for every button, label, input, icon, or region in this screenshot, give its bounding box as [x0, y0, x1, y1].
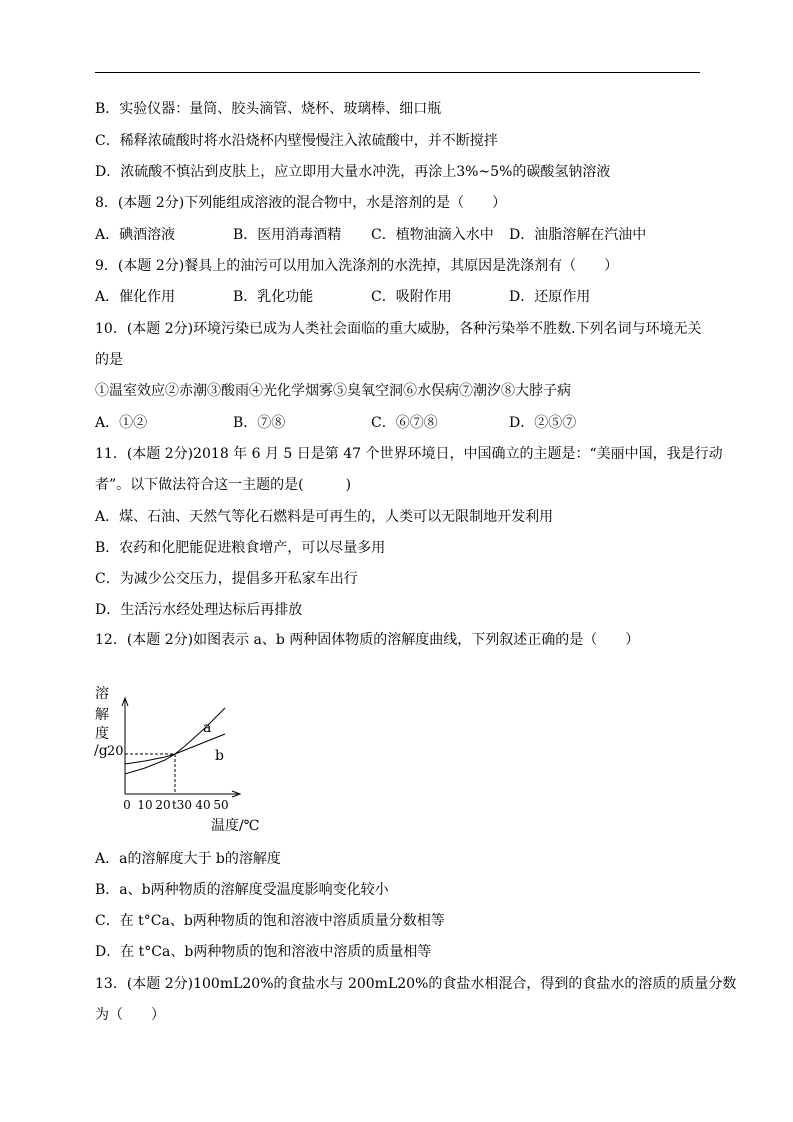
x-tick-label: 10 — [137, 798, 153, 812]
q12-option-a: A．a的溶解度大于 b的溶解度 — [95, 851, 281, 867]
question-11-line1: 11．(本题 2分)2018 年 6 月 5 日是第 47 个世界环境日，中国确立的主题是：“美丽中国，我是行动 — [95, 446, 723, 462]
y-tick-label: 20 — [107, 744, 124, 759]
y-axis-label-char: /g — [94, 743, 108, 759]
y-axis-label-char: 解 — [95, 707, 109, 723]
question-10-line2: 的是 — [95, 352, 123, 368]
question-12: 12．(本题 2分)如图表示 a、b 两种固体物质的溶解度曲线，下列叙述正确的是（ ） — [95, 632, 640, 648]
q10-option-b: B．⑦⑧ — [233, 415, 286, 431]
question-8: 8．(本题 2分)下列能组成溶液的混合物中，水是溶剂的是（ ） — [95, 195, 507, 211]
q11-option-d: D．生活污水经处理达标后再排放 — [95, 602, 303, 618]
q8-option-b: B．医用消毒酒精 — [233, 227, 342, 243]
question-13-line1: 13．(本题 2分)100mL20%的食盐水与 200mL20%的食盐水相混合，得到的食盐水的溶质的质量分数 — [95, 976, 737, 992]
q9-option-c: C．吸附作用 — [371, 289, 452, 305]
q11-option-c: C．为减少公交压力，提倡多开私家车出行 — [95, 571, 358, 587]
x-tick-label: 50 — [213, 798, 229, 812]
header-rule — [95, 72, 700, 73]
q8-option-d: D．油脂溶解在汽油中 — [509, 227, 647, 243]
x-tick-label: 0 — [123, 798, 131, 812]
question-9: 9．(本题 2分)餐具上的油污可以用加入洗涤剂的水洗掉，其原因是洗涤剂有（ ） — [95, 258, 619, 274]
q11-option-a: A．煤、石油、天然气等化石燃料是可再生的，人类可以无限制地开发利用 — [95, 509, 554, 525]
y-axis-label-char: 溶 — [95, 686, 109, 702]
q10-option-d: D．②⑤⑦ — [509, 415, 577, 431]
q12-option-b: B．a、b两种物质的溶解度受温度影响变化较小 — [95, 882, 389, 898]
q12-option-d: D．在 t°Ca、b两种物质的饱和溶液中溶质的质量相等 — [95, 944, 432, 960]
y-axis-label-char: 度 — [95, 726, 109, 742]
q10-option-a: A．①② — [95, 415, 148, 431]
x-tick-label: t30 — [171, 798, 193, 812]
q9-option-b: B．乳化功能 — [233, 289, 314, 305]
question-13-line2: 为（ ） — [95, 1007, 165, 1023]
q12-option-c: C．在 t°Ca、b两种物质的饱和溶液中溶质质量分数相等 — [95, 913, 445, 929]
x-axis-label: 温度/℃ — [211, 818, 260, 834]
q10-option-c: C．⑥⑦⑧ — [371, 415, 438, 431]
option-d-acid-skin: D．浓硫酸不慎沾到皮肤上，应立即用大量水冲洗，再涂上3%~5%的碳酸氢钠溶液 — [95, 164, 611, 180]
q8-option-c: C．植物油滴入水中 — [371, 227, 494, 243]
solubility-chart — [85, 672, 275, 840]
q8-option-a: A．碘酒溶液 — [95, 227, 176, 243]
question-10-terms: ①温室效应②赤潮③酸雨④光化学烟雾⑤臭氧空洞⑥水俣病⑦潮汐⑧大脖子病 — [95, 383, 571, 399]
q9-option-d: D．还原作用 — [509, 289, 591, 305]
curve-label-b: b — [215, 748, 224, 764]
x-tick-label: 20 — [155, 798, 171, 812]
option-c-dilution: C．稀释浓硫酸时将水沿烧杯内壁慢慢注入浓硫酸中，并不断搅拌 — [95, 133, 498, 149]
question-10-line1: 10．(本题 2分)环境污染已成为人类社会面临的重大威胁，各种污染举不胜数.下列名词与环境无关 — [95, 321, 702, 337]
question-11-line2: 者”。以下做法符合这一主题的是( ) — [95, 477, 352, 493]
x-tick-label: 40 — [195, 798, 211, 812]
option-b-apparatus: B．实验仪器：量筒、胶头滴管、烧杯、玻璃棒、细口瓶 — [95, 101, 442, 117]
curve-label-a: a — [203, 720, 212, 736]
q9-option-a: A．催化作用 — [95, 289, 176, 305]
q11-option-b: B．农药和化肥能促进粮食增产，可以尽量多用 — [95, 540, 386, 556]
